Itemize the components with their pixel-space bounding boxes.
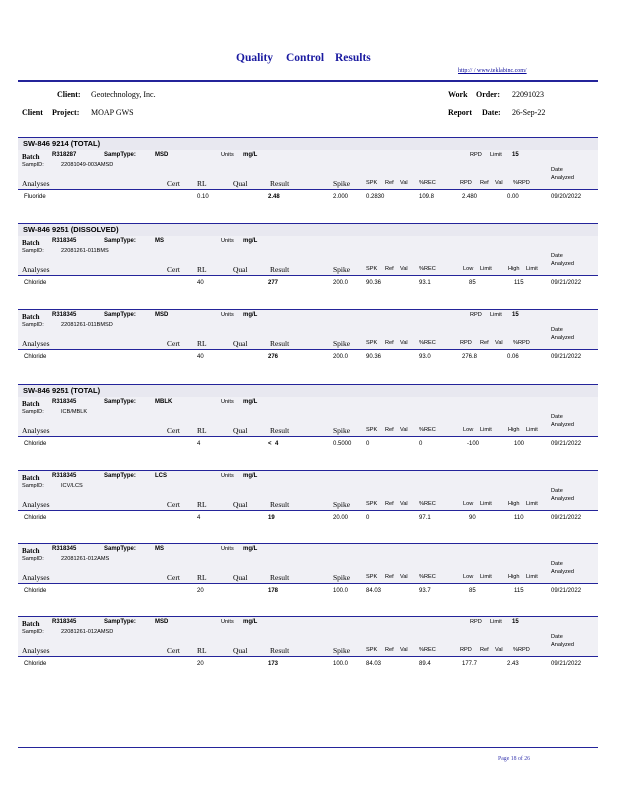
rpd-pct-value: 2.43	[507, 661, 519, 667]
spk-ref-value: 84.03	[366, 661, 382, 667]
report-date: 26-Sep-22	[512, 108, 546, 117]
rpd-pct-value: 0.00	[507, 194, 519, 200]
units-label: Units	[221, 399, 234, 405]
analyzed-label: Analyzed	[551, 175, 575, 181]
sampid-label: SampID:	[22, 409, 44, 415]
date-label: Date	[551, 561, 563, 567]
col-low: Low	[463, 574, 474, 580]
analyte-name: Chloride	[24, 588, 47, 594]
col-ref-2: Ref	[480, 647, 489, 653]
rl-value: 40	[197, 280, 204, 286]
col-qual: Qual	[233, 646, 248, 655]
col-low-limit: Limit	[480, 574, 492, 580]
col-spk: SPK	[366, 427, 378, 433]
sampid-value: ICV/LCS	[61, 483, 83, 489]
units-value: mg/L	[243, 399, 258, 405]
analyzed-label: Analyzed	[551, 569, 575, 575]
col-result: Result	[270, 339, 290, 348]
result-value: 173	[268, 661, 279, 667]
column-header-rule	[18, 189, 598, 190]
spike-value: 100.0	[333, 588, 349, 594]
rec-value: 89.4	[419, 661, 431, 667]
batch-label: Batch	[22, 400, 40, 408]
rec-value: 109.8	[419, 194, 435, 200]
units-label: Units	[221, 546, 234, 552]
rl-value: 20	[197, 661, 204, 667]
spk-ref-value: 84.03	[366, 588, 382, 594]
title-word-results: Results	[335, 52, 371, 64]
low-limit-value: 90	[469, 515, 476, 521]
sampid-label: SampID:	[22, 556, 44, 562]
client-project-label-2: Project:	[52, 108, 80, 117]
batch-label: Batch	[22, 153, 40, 161]
col-spike: Spike	[333, 646, 351, 655]
col-rpd: RPD	[460, 647, 472, 653]
date-label: Date	[551, 327, 563, 333]
rpd-limit-label: Limit	[490, 312, 502, 318]
col-ref: Ref	[385, 574, 394, 580]
sampid-label: SampID:	[22, 162, 44, 168]
rec-value: 93.0	[419, 354, 431, 360]
col-spk: SPK	[366, 340, 378, 346]
col-low-limit: Limit	[480, 266, 492, 272]
col-spk: SPK	[366, 574, 378, 580]
sampid-value: ICB/MBLK	[61, 409, 88, 415]
col-ref: Ref	[385, 647, 394, 653]
col-spk: SPK	[366, 266, 378, 272]
batch-id: R318287	[52, 152, 77, 158]
col-high: High	[508, 427, 520, 433]
samptype-label: SampType:	[104, 238, 136, 244]
batch-label: Batch	[22, 547, 40, 555]
client-name: Geotechnology, Inc.	[91, 90, 156, 99]
column-header-rule	[18, 510, 598, 511]
col-high-limit: Limit	[526, 574, 538, 580]
spike-value: 200.0	[333, 280, 349, 286]
analyzed-label: Analyzed	[551, 496, 575, 502]
col-cert: Cert	[167, 265, 180, 274]
spike-value: 100.0	[333, 661, 349, 667]
rl-value: 40	[197, 354, 204, 360]
title-word-quality: Quality	[236, 52, 274, 64]
units-value: mg/L	[243, 152, 258, 158]
units-value: mg/L	[243, 312, 258, 318]
rpd-limit-label: Limit	[490, 619, 502, 625]
col-ref: Ref	[385, 427, 394, 433]
analyte-name: Chloride	[24, 661, 47, 667]
samptype-label: SampType:	[104, 399, 136, 405]
col-high: High	[508, 574, 520, 580]
spk-ref-value: 0.2830	[366, 194, 385, 200]
spk-ref-value: 0	[366, 441, 370, 447]
result-value: 178	[268, 588, 279, 594]
analyte-name: Chloride	[24, 515, 47, 521]
analyte-name: Chloride	[24, 354, 47, 360]
sampid-label: SampID:	[22, 322, 44, 328]
sampid-value: 22081261-012AMSD	[61, 629, 114, 635]
date-label: Date	[551, 253, 563, 259]
result-value: 277	[268, 280, 279, 286]
rl-value: 20	[197, 588, 204, 594]
col-cert: Cert	[167, 573, 180, 582]
col-ref: Ref	[385, 266, 394, 272]
col-spk: SPK	[366, 180, 378, 186]
col-qual: Qual	[233, 179, 248, 188]
col-ref: Ref	[385, 501, 394, 507]
samptype-label: SampType:	[104, 619, 136, 625]
batch-label: Batch	[22, 239, 40, 247]
col-rec: %REC	[419, 180, 436, 186]
column-header-rule	[18, 275, 598, 276]
low-limit-value: -100	[467, 441, 480, 447]
samptype-value: LCS	[155, 473, 167, 479]
samptype-value: MSD	[155, 152, 169, 158]
col-rl: RL	[197, 573, 207, 582]
col-analyses: Analyses	[22, 426, 50, 435]
section-header-band	[18, 384, 598, 398]
rec-value: 97.1	[419, 515, 431, 521]
section-title: SW-846 9214 (TOTAL)	[23, 139, 101, 148]
batch-id: R318345	[52, 619, 77, 625]
footer-rule	[18, 747, 598, 748]
col-rl: RL	[197, 426, 207, 435]
rpd-limit-label: Limit	[490, 152, 502, 158]
col-rpd: RPD	[460, 180, 472, 186]
low-limit-value: 85	[469, 588, 476, 594]
col-result: Result	[270, 500, 290, 509]
col-qual: Qual	[233, 426, 248, 435]
rpd-label: RPD	[470, 619, 482, 625]
col-low-limit: Limit	[480, 427, 492, 433]
rpd-label: RPD	[470, 152, 482, 158]
samptype-value: MS	[155, 546, 164, 552]
work-label: Work	[448, 90, 468, 99]
batch-id: R318345	[52, 546, 77, 552]
sampid-value: 22081261-012AMS	[61, 556, 110, 562]
samptype-value: MSD	[155, 619, 169, 625]
col-rl: RL	[197, 179, 207, 188]
date-label: Date	[551, 167, 563, 173]
col-high: High	[508, 266, 520, 272]
date-analyzed: 09/21/2022	[551, 588, 582, 594]
col-rl: RL	[197, 646, 207, 655]
rpd-ref-value: 276.8	[462, 354, 478, 360]
project-name: MOAP GWS	[91, 108, 134, 117]
qualifier: <	[268, 441, 272, 447]
units-label: Units	[221, 152, 234, 158]
col-val: Val	[400, 340, 408, 346]
col-ref: Ref	[385, 340, 394, 346]
header-rule	[18, 80, 598, 82]
col-result: Result	[270, 573, 290, 582]
rpd-ref-value: 2.480	[462, 194, 478, 200]
samptype-value: MBLK	[155, 399, 173, 405]
rl-value: 4	[197, 515, 201, 521]
col-ref-2: Ref	[480, 340, 489, 346]
date-analyzed: 09/21/2022	[551, 661, 582, 667]
rl-value: 0.10	[197, 194, 209, 200]
result-value: 2.48	[268, 194, 280, 200]
col-high-limit: Limit	[526, 501, 538, 507]
sampid-label: SampID:	[22, 629, 44, 635]
rpd-label: RPD	[470, 312, 482, 318]
col-rec: %REC	[419, 266, 436, 272]
col-rl: RL	[197, 500, 207, 509]
col-val-2: Val	[495, 180, 503, 186]
units-value: mg/L	[243, 473, 258, 479]
rpd-ref-value: 177.7	[462, 661, 478, 667]
date-label: Date:	[482, 108, 501, 117]
col-val: Val	[400, 647, 408, 653]
col-rpd: RPD	[460, 340, 472, 346]
col-spike: Spike	[333, 426, 351, 435]
result-value: 19	[268, 515, 275, 521]
col-spike: Spike	[333, 573, 351, 582]
client-label: Client:	[57, 90, 81, 99]
units-label: Units	[221, 238, 234, 244]
col-qual: Qual	[233, 339, 248, 348]
col-qual: Qual	[233, 265, 248, 274]
col-spk: SPK	[366, 647, 378, 653]
col-analyses: Analyses	[22, 646, 50, 655]
rec-value: 93.1	[419, 280, 431, 286]
col-rec: %REC	[419, 647, 436, 653]
col-cert: Cert	[167, 500, 180, 509]
col-val: Val	[400, 266, 408, 272]
section-title: SW-846 9251 (DISSOLVED)	[23, 225, 119, 234]
analyte-name: Fluoride	[24, 194, 46, 200]
sampid-label: SampID:	[22, 248, 44, 254]
col-rec: %REC	[419, 340, 436, 346]
units-label: Units	[221, 619, 234, 625]
column-header-rule	[18, 349, 598, 350]
column-header-rule	[18, 583, 598, 584]
work-order-number: 22091023	[512, 90, 544, 99]
units-label: Units	[221, 312, 234, 318]
col-rec: %REC	[419, 427, 436, 433]
date-analyzed: 09/21/2022	[551, 515, 582, 521]
rpd-limit-value: 15	[512, 619, 519, 625]
rpd-limit-value: 15	[512, 312, 519, 318]
result-value: 276	[268, 354, 279, 360]
col-rpd-pct: %RPD	[513, 180, 530, 186]
date-analyzed: 09/21/2022	[551, 280, 582, 286]
batch-label: Batch	[22, 620, 40, 628]
spk-ref-value: 90.36	[366, 280, 382, 286]
date-label: Date	[551, 414, 563, 420]
col-result: Result	[270, 265, 290, 274]
col-analyses: Analyses	[22, 265, 50, 274]
col-val: Val	[400, 501, 408, 507]
col-result: Result	[270, 179, 290, 188]
col-low: Low	[463, 501, 474, 507]
col-analyses: Analyses	[22, 339, 50, 348]
sampid-label: SampID:	[22, 483, 44, 489]
spk-ref-value: 0	[366, 515, 370, 521]
col-val-2: Val	[495, 340, 503, 346]
col-ref-2: Ref	[480, 180, 489, 186]
rl-value: 4	[197, 441, 201, 447]
samptype-label: SampType:	[104, 312, 136, 318]
col-high: High	[508, 501, 520, 507]
col-spike: Spike	[333, 179, 351, 188]
samptype-value: MSD	[155, 312, 169, 318]
col-low-limit: Limit	[480, 501, 492, 507]
col-low: Low	[463, 427, 474, 433]
batch-id: R318345	[52, 399, 77, 405]
col-low: Low	[463, 266, 474, 272]
date-analyzed: 09/21/2022	[551, 354, 582, 360]
analyzed-label: Analyzed	[551, 642, 575, 648]
samptype-value: MS	[155, 238, 164, 244]
col-rec: %REC	[419, 501, 436, 507]
rpd-limit-value: 15	[512, 152, 519, 158]
col-result: Result	[270, 426, 290, 435]
samptype-label: SampType:	[104, 473, 136, 479]
col-result: Result	[270, 646, 290, 655]
spk-ref-value: 90.36	[366, 354, 382, 360]
col-qual: Qual	[233, 500, 248, 509]
column-header-rule	[18, 436, 598, 437]
high-limit-value: 110	[514, 515, 524, 521]
col-rpd-pct: %RPD	[513, 647, 530, 653]
batch-id: R318345	[52, 238, 77, 244]
analyte-name: Chloride	[24, 280, 47, 286]
analyzed-label: Analyzed	[551, 335, 575, 341]
title-word-control: Control	[286, 52, 325, 64]
low-limit-value: 85	[469, 280, 476, 286]
col-val: Val	[400, 180, 408, 186]
units-value: mg/L	[243, 546, 258, 552]
units-value: mg/L	[243, 619, 258, 625]
units-label: Units	[221, 473, 234, 479]
date-label: Date	[551, 488, 563, 494]
col-spike: Spike	[333, 339, 351, 348]
spike-value: 200.0	[333, 354, 349, 360]
col-rec: %REC	[419, 574, 436, 580]
col-analyses: Analyses	[22, 500, 50, 509]
sampid-value: 22081261-011BMS	[61, 248, 109, 254]
batch-id: R318345	[52, 473, 77, 479]
units-value: mg/L	[243, 238, 258, 244]
spike-value: 20.00	[333, 515, 349, 521]
batch-label: Batch	[22, 313, 40, 321]
high-limit-value: 115	[514, 588, 524, 594]
batch-label: Batch	[22, 474, 40, 482]
col-spk: SPK	[366, 501, 378, 507]
date-analyzed: 09/21/2022	[551, 441, 582, 447]
order-label: Order:	[476, 90, 500, 99]
lab-url-link[interactable]: http:// / www.teklabinc.com/	[458, 68, 527, 74]
section-title: SW-846 9251 (TOTAL)	[23, 386, 101, 395]
section-header-band	[18, 223, 598, 237]
high-limit-value: 115	[514, 280, 524, 286]
col-high-limit: Limit	[526, 266, 538, 272]
rec-value: 0	[419, 441, 423, 447]
col-rl: RL	[197, 265, 207, 274]
batch-id: R318345	[52, 312, 77, 318]
samptype-label: SampType:	[104, 546, 136, 552]
report-label: Report	[448, 108, 472, 117]
col-rpd-pct: %RPD	[513, 340, 530, 346]
col-val: Val	[400, 574, 408, 580]
col-analyses: Analyses	[22, 573, 50, 582]
date-analyzed: 09/20/2022	[551, 194, 582, 200]
col-cert: Cert	[167, 646, 180, 655]
col-cert: Cert	[167, 339, 180, 348]
col-analyses: Analyses	[22, 179, 50, 188]
rec-value: 93.7	[419, 588, 431, 594]
samptype-label: SampType:	[104, 152, 136, 158]
client-project-label-1: Client	[22, 108, 43, 117]
analyzed-label: Analyzed	[551, 422, 575, 428]
high-limit-value: 100	[514, 441, 525, 447]
spike-value: 0.5000	[333, 441, 352, 447]
col-spike: Spike	[333, 500, 351, 509]
sampid-value: 22081049-003AMSD	[61, 162, 114, 168]
col-ref: Ref	[385, 180, 394, 186]
col-cert: Cert	[167, 426, 180, 435]
sampid-value: 22081261-011BMSD	[61, 322, 113, 328]
col-val-2: Val	[495, 647, 503, 653]
result-value: 4	[275, 441, 279, 447]
col-cert: Cert	[167, 179, 180, 188]
col-val: Val	[400, 427, 408, 433]
col-qual: Qual	[233, 573, 248, 582]
analyte-name: Chloride	[24, 441, 47, 447]
rpd-pct-value: 0.06	[507, 354, 519, 360]
col-high-limit: Limit	[526, 427, 538, 433]
date-label: Date	[551, 634, 563, 640]
spike-value: 2.000	[333, 194, 349, 200]
section-header-band	[18, 137, 598, 151]
col-spike: Spike	[333, 265, 351, 274]
page-number: Page 18 of 26	[498, 756, 531, 762]
analyzed-label: Analyzed	[551, 261, 575, 267]
col-rl: RL	[197, 339, 207, 348]
column-header-rule	[18, 656, 598, 657]
